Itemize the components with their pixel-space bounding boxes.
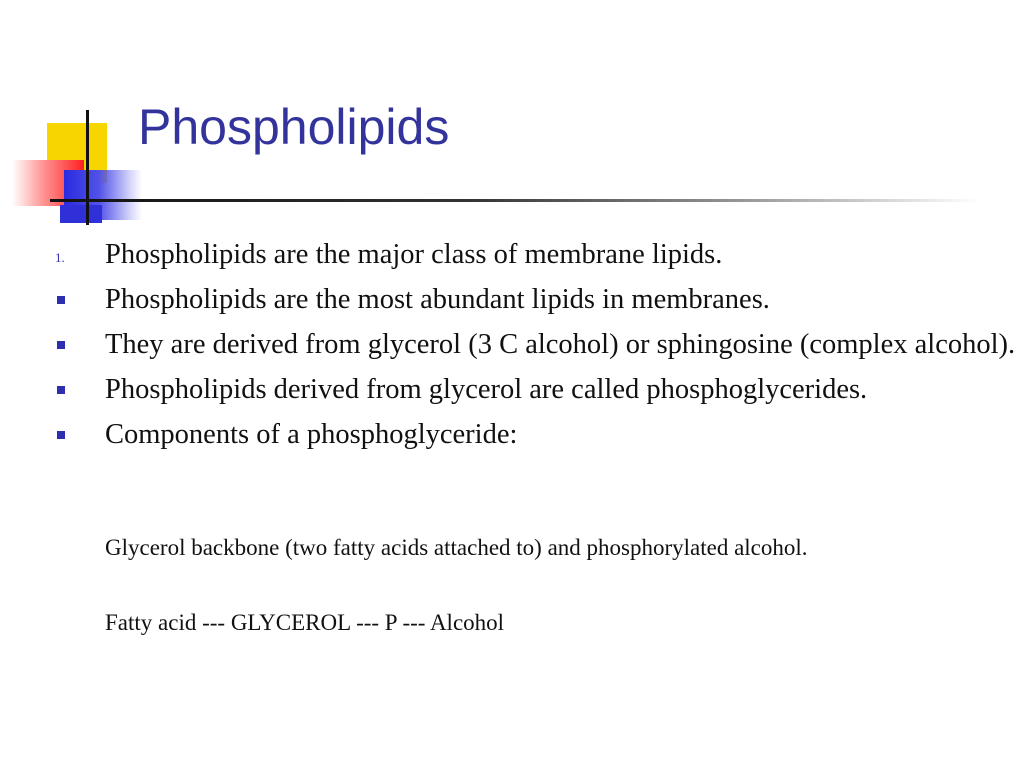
list-item bbox=[0, 326, 1024, 363]
list-item-text: Phospholipids derived from glycerol are called phosphoglycerides. bbox=[105, 374, 868, 405]
list-item-text: Phospholipids are the most abundant lipids in membranes. bbox=[105, 284, 770, 315]
list-number: 1. bbox=[55, 250, 65, 265]
bullet-list bbox=[0, 236, 1024, 461]
decoration-blue-block bbox=[60, 205, 102, 223]
list-item bbox=[0, 281, 1024, 318]
decoration-vertical-line bbox=[86, 110, 89, 225]
square-bullet-icon bbox=[57, 431, 65, 439]
list-item-text: They are derived from glycerol (3 C alcohol) or sphingosine (complex alcohol). bbox=[105, 329, 1016, 360]
list-item-text: Phospholipids are the major class of membrane lipids. bbox=[105, 239, 723, 270]
list-item bbox=[0, 371, 1024, 408]
sub-line-components: Glycerol backbone (two fatty acids attached to) and phosphorylated alcohol. bbox=[105, 535, 808, 560]
list-item bbox=[0, 416, 1024, 453]
slide-title: Phospholipids bbox=[138, 99, 450, 155]
list-item-text: Components of a phosphoglyceride: bbox=[105, 419, 518, 450]
square-bullet-icon bbox=[57, 296, 65, 304]
sub-line-structure: Fatty acid --- GLYCEROL --- P --- Alcohol bbox=[105, 610, 505, 635]
list-item bbox=[0, 236, 1024, 273]
square-bullet-icon bbox=[57, 341, 65, 349]
title-underline bbox=[50, 199, 980, 202]
square-bullet-icon bbox=[57, 386, 65, 394]
title-decoration bbox=[0, 0, 140, 230]
